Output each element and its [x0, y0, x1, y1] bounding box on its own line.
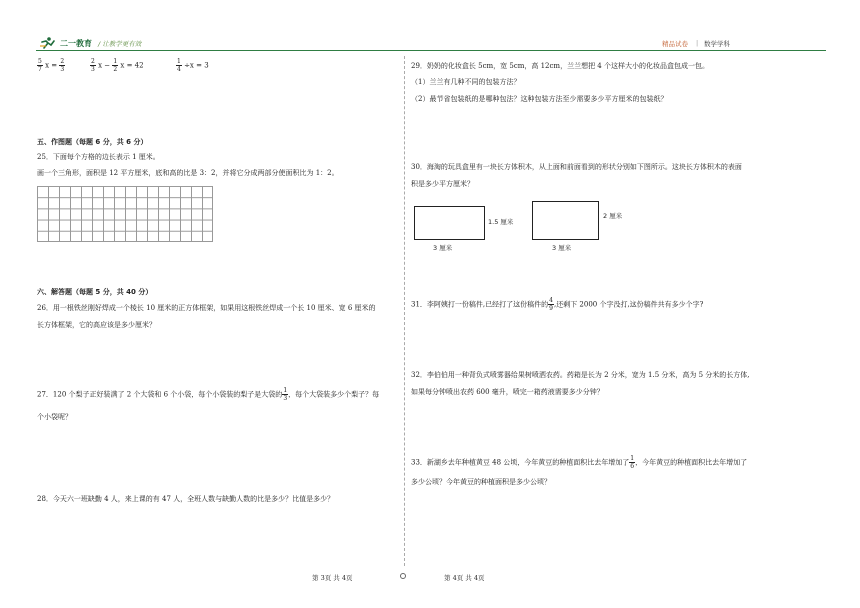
q32-text-1: 32．李伯伯用一种背负式喷雾器给果树喷洒农药。药箱是长为 2 分米，宽为 1.5 分米，高为 5 分米的长方体,: [411, 371, 750, 379]
fig1-height-label: 1.5 厘米: [488, 218, 514, 226]
equation-2: $\frac{2}{3}$ x − $\frac{1}{2}$ x = 42: [91, 58, 144, 73]
q31-text: 31．李阿姨打一份稿件,已经打了这份稿件的 $\frac{4}{9}$ ,还剩下 2000 个字没打,这份稿件共有多少个字?: [411, 297, 704, 312]
q27-text-1: 27．120 个梨子正好装满了 2 个大袋和 6 个小袋，每个小袋装的梨子是大袋的 $\frac{1}{3}$ ，每个大袋装多少个梨子？每: [37, 387, 380, 402]
q27-text-2: 个小袋呢？: [37, 413, 72, 421]
page-number-left: 第 3页 共 4页: [312, 574, 353, 582]
q26-text-2: 长方体框架，它的高应该是多少厘米？: [37, 321, 156, 329]
equation-3: $\frac{1}{4}$ ÷x = 3: [177, 58, 209, 73]
drawing-grid[interactable]: [37, 186, 213, 242]
front-view-rectangle: [532, 201, 599, 240]
page-number-right: 第 4页 共 4页: [444, 574, 485, 582]
top-view-rectangle: [414, 206, 485, 240]
brand-slogan: / 让教学更有效: [98, 40, 142, 48]
header-separator: |: [696, 39, 699, 47]
q30-text-2: 积是多少平方厘米？: [411, 180, 474, 188]
binding-circle-icon: [400, 573, 406, 579]
page-divider: [404, 56, 405, 566]
q29-text-2: （1）兰兰有几种不同的包装方法？: [411, 78, 521, 86]
q29-text-3: （2）最节省包装纸的是哪种包法？这种包装方法至少需要多少平方厘米的包装纸？: [411, 95, 668, 103]
fig2-height-label: 2 厘米: [603, 212, 623, 220]
q28-text: 28．今天六一班缺勤 4 人，来上课的有 47 人，全班人数与缺勤人数的比是多少？比值是多少？: [37, 495, 335, 503]
fig2-width-label: 3 厘米: [552, 244, 572, 252]
section-5-title: 五、作图题（每题 6 分，共 6 分）: [37, 138, 148, 146]
q33-text-1: 33．新湖乡去年种植黄豆 48 公顷，今年黄豆的种植面积比去年增加了 $\frac{1}{6}$ ，今年黄豆的种植面积比去年增加了: [411, 455, 748, 470]
q25-text-1: 25．下面每个方格的边长表示 1 厘米。: [37, 153, 160, 161]
header-subject: 数学学科: [704, 40, 730, 48]
q32-text-2: 如果每分钟喷出农药 600 毫升，喷完一箱药液需要多少分钟？: [411, 388, 604, 396]
fig1-width-label: 3 厘米: [433, 244, 453, 252]
q29-text-1: 29．奶奶的化妆盒长 5cm，宽 5cm，高 12cm，兰兰想把 4 个这样大小的化妆品盒包成一包。: [411, 62, 709, 70]
q33-text-2: 多少公顷？今年黄豆的种植面积是多少公顷？: [411, 478, 551, 486]
header-label: 精品试卷: [662, 40, 688, 48]
header-rule: [36, 50, 826, 51]
q30-text-1: 30．海淘的玩具盒里有一块长方体积木，从上面和前面看到的形状分别如下图所示。这块长方体积木的表面: [411, 163, 742, 171]
brand-name: 二一教育: [60, 39, 92, 48]
q26-text-1: 26．用一根铁丝刚好焊成一个棱长 10 厘米的正方体框架，如果用这根铁丝焊成一个长 10 厘米、宽 6 厘米的: [37, 304, 376, 312]
section-6-title: 六、解答题（每题 5 分，共 40 分）: [37, 288, 153, 296]
equation-1: $\frac{5}{7}$ x = $\frac{2}{3}$: [38, 58, 65, 73]
q25-text-2: 画一个三角形，面积是 12 平方厘米，底和高的比是 3：2，并将它分成两部分使面积比为 1：2。: [37, 169, 339, 177]
